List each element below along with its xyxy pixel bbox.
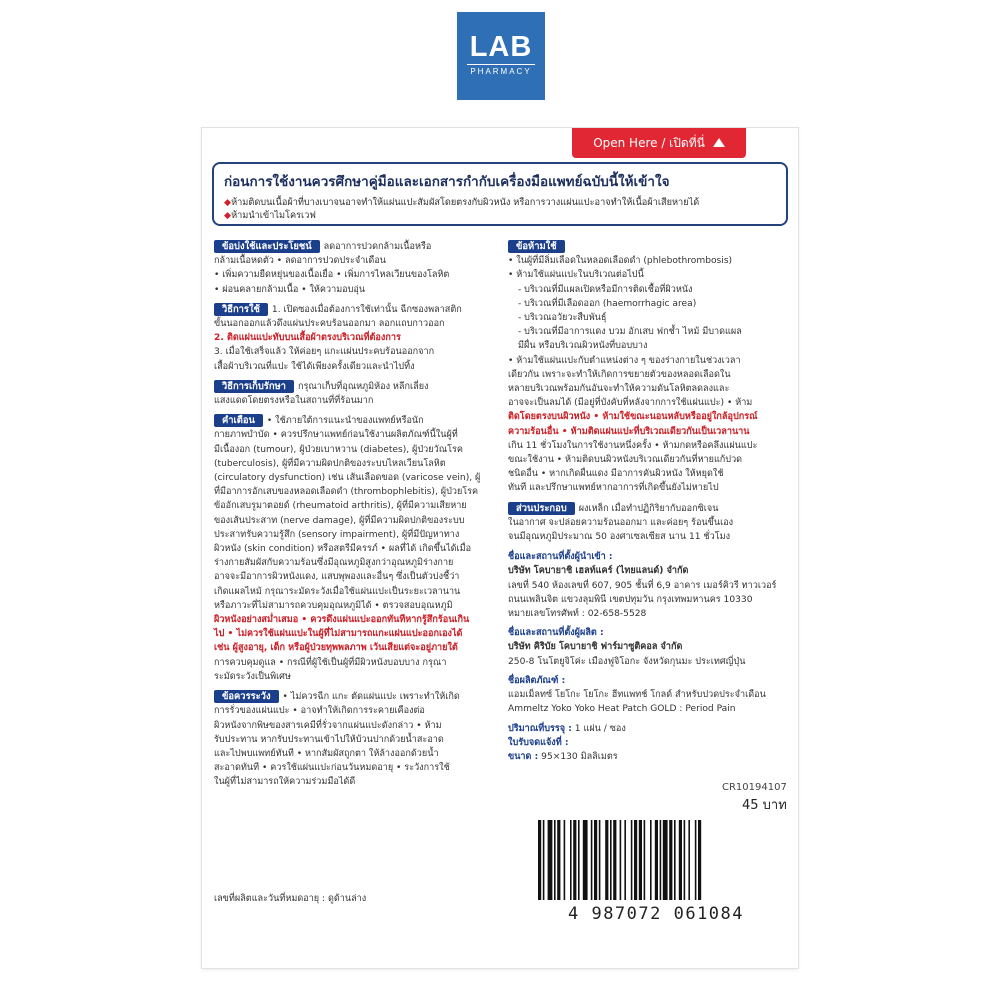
text-line: ผงเหล็ก เมื่อทำปฏิกิริยากับออกซิเจน: [578, 503, 719, 514]
barcode-bar: [688, 820, 690, 900]
text-line: 3. เมื่อใช้เสร็จแล้ว ให้ค่อยๆ แกะแผ่นประคบร้อนออกจาก: [214, 347, 435, 358]
caution-header: ข้อควรระวัง: [214, 690, 279, 703]
barcode-bar: [543, 820, 545, 900]
barcode-bar: [578, 820, 580, 900]
text-line: ข้ออักเสบรูมาตอยด์ (rheumatoid arthritis), ผู้ที่มีความเสียหาย: [214, 501, 467, 512]
text-line: กายภาพบำบัด • ควรปรึกษาแพทย์ก่อนใช้งานผลิตภัณฑ์นี้ในผู้ที่: [214, 430, 458, 441]
product-label: ชื่อผลิตภัณฑ์ :: [508, 675, 566, 686]
text-line: สะอาดทันที • ควรใช้แผ่นแปะก่อนวันหมดอายุ • ระวังการใช้: [214, 763, 450, 774]
barcode-bar: [631, 820, 633, 900]
barcode-bar: [583, 820, 588, 900]
license-row: [508, 736, 792, 750]
text-line: - บริเวณอวัยวะสืบพันธุ์: [518, 313, 607, 324]
lab-pharmacy-logo: [457, 12, 545, 100]
package-label: [202, 128, 798, 968]
size-row: [508, 750, 792, 764]
quantity-label: ปริมาณที่บรรจุ :: [508, 723, 572, 734]
expiry-note: เลขที่ผลิตและวันที่หมดอายุ : ดูด้านล่าง: [214, 894, 367, 904]
size-label: ขนาด :: [508, 751, 539, 762]
barcode-bar: [594, 820, 597, 900]
text-line: ทันที และปรึกษาแพทย์หากอาการที่เกิดขึ้นยังไม่หายไป: [508, 483, 719, 494]
barcode: [536, 820, 772, 900]
storage-header: วิธีการเก็บรักษา: [214, 380, 294, 393]
importer-name: บริษัท โคบายาชิ เฮลท์แคร์ (ไทยแลนด์) จำกัด: [508, 566, 689, 577]
text-line: เช่น ผู้สูงอายุ, เด็ก หรือผู้ป่วยทุพพลภาพ เว้นเสียแต่จะอยู่ภายใต้: [214, 643, 458, 654]
barcode-bar: [679, 820, 682, 900]
text-line: ในอากาศ จะปล่อยความร้อนออกมา และค่อยๆ ร้อนขึ้นเอง: [508, 517, 734, 528]
barcode-bar: [554, 820, 556, 900]
text-line: จนมีอุณหภูมิประมาณ 50 องศาเซลเซียส นาน 11 ชั่วโมง: [508, 532, 731, 543]
manufacturer-info: [508, 626, 792, 669]
text-line: (tuberculosis), ผู้ที่มีความผิดปกติของระบบไหลเวียนโลหิต: [214, 458, 446, 469]
logo-subtext: PHARMACY: [467, 64, 535, 76]
text-line: - บริเวณที่มีอาการแดง บวม อักเสบ ฟกช้ำ ไหม้ มีบาดแผล: [518, 327, 742, 338]
quantity-value: 1 แผ่น / ซอง: [574, 723, 626, 734]
manufacturer-label: ชื่อและสถานที่ตั้งผู้ผลิต :: [508, 628, 604, 639]
notice-title: ก่อนการใช้งานควรศึกษาคู่มือและเอกสารกำกับเครื่องมือแพทย์ฉบับนี้ให้เข้าใจ: [224, 174, 670, 190]
barcode-bar: [634, 820, 637, 900]
text-line: ลดอาการปวดกล้ามเนื้อหรือ: [323, 242, 432, 252]
product-code: CR10194107: [722, 782, 787, 793]
quantity-row: [508, 722, 792, 736]
barcode-bar: [605, 820, 608, 900]
text-line: 2. ติดแผ่นแปะทับบนเสื้อผ้าตรงบริเวณที่ต้องการ: [214, 333, 401, 344]
composition-section: [508, 502, 792, 545]
barcode-bar: [695, 820, 697, 900]
manufacturer-name: บริษัท คิริบัย โคบายาชิ ฟาร์มาซูติคอล จำกัด: [508, 642, 683, 653]
triangle-up-icon: [713, 138, 725, 147]
text-line: ชนิดอื่น • หากเกิดผื่นแดง มีอาการคันผิวหนัง ให้หยุดใช้: [508, 469, 724, 480]
text-line: 250-8 โนโตยูจิโค่ะ เมืองฟูจิโอกะ จังหวัดกุนมะ ประเทศญี่ปุ่น: [508, 656, 746, 667]
notice-line: ◆ห้ามนำเข้าไมโครเวฟ: [224, 210, 316, 221]
usage-section: [214, 303, 500, 374]
text-line: เลขที่ 540 ห้องเลขที่ 607, 905 ชั้นที่ 6,9 อาคาร เมอร์คิวรี ทาวเวอร์: [508, 580, 777, 591]
text-line: • ผ่อนคลายกล้ามเนื้อ • ให้ความอบอุ่น: [214, 284, 366, 295]
text-line: และไปพบแพทย์ทันที • หากสัมผัสถูกตา ให้ล้างออกด้วยน้ำ: [214, 748, 439, 759]
text-line: ของเส้นประสาท (nerve damage), ผู้ที่มีความผิดปกติของระบบ: [214, 515, 465, 526]
barcode-number: 4 987072 061084: [567, 904, 745, 924]
text-line: มีผื่น หรือบริเวณผิวหนังที่บอบบาง: [518, 341, 648, 352]
barcode-bar: [663, 820, 668, 900]
text-line: อาจจะมีอาการผิวหนังแดง, แสบพุพองและอื่นๆ ซึ่งเป็นตัวบ่งชี้ว่า: [214, 572, 460, 583]
benefits-section: [214, 240, 500, 297]
text-line: Ammeltz Yoko Yoko Heat Patch GOLD : Period Pain: [508, 704, 736, 715]
text-line: (circulatory dysfunction) เช่น เส้นเลือดขอด (varicose vein), ผู้: [214, 473, 481, 484]
text-line: ติดโดยตรงบนผิวหนัง • ห้ามใช้ขณะนอนหลับหรืออยู่ใกล้อุปกรณ์: [508, 412, 758, 423]
text-line: เสื้อผ้าบริเวณที่แปะ ใช้ได้เพียงครั้งเดียวและนำไปทิ้ง: [214, 361, 415, 372]
text-line: ระมัดระวังเป็นพิเศษ: [214, 671, 291, 682]
text-line: ในผู้ที่ไม่สามารถให้ความร่วมมือได้ดี: [214, 777, 356, 788]
open-here-tab[interactable]: [572, 128, 746, 158]
logo-text: LAB: [469, 31, 533, 63]
left-column: [214, 240, 500, 796]
text-line: ผิวหนังอย่างสม่ำเสมอ • ควรดึงแผ่นแปะออกทันทีหากรู้สึกร้อนเกิน: [214, 615, 470, 626]
barcode-bar: [573, 820, 576, 900]
storage-section: [214, 380, 500, 408]
text-line: ที่มีอาการอักเสบของหลอดเลือดดำ (thrombophlebitis), ผู้ป่วยโรค: [214, 487, 479, 498]
notice-box: [212, 162, 788, 226]
text-line: แอมเม็ลทซ์ โยโกะ โยโกะ ฮีทแพทช์ โกลด์ สำหรับปวดประจำเดือน: [508, 690, 766, 701]
text-line: • ใช้ภายใต้การแนะนำของแพทย์หรือนัก: [266, 416, 424, 427]
text-line: ขั้นนอกออกแล้วดึงแผ่นประคบร้อนออกมา ลอกแถบกาวออก: [214, 319, 445, 330]
diamond-icon: ◆: [224, 210, 232, 221]
text-line: ผิวหนังจากพิษของสารเคมีที่รั่วจากแผ่นแปะดังกล่าว • ห้าม: [214, 720, 442, 731]
open-here-label: Open Here / เปิดที่นี่: [593, 136, 705, 150]
barcode-bar: [674, 820, 676, 900]
text-line: • ห้ามใช้แผ่นแปะกับตำแหน่งต่าง ๆ ของร่างกายในช่วงเวลา: [508, 355, 741, 366]
text-line: • ในผู้ที่มีลิ่มเลือดในหลอดเลือดดำ (phlebothrombosis): [508, 256, 733, 267]
warning-header: คำเตือน: [214, 414, 263, 427]
price: 45 บาท: [742, 798, 787, 813]
barcode-bar: [624, 820, 626, 900]
benefits-header: ข้อบ่งใช้และประโยชน์: [214, 240, 320, 253]
text-line: ผิวหนัง (skin condition) หรือสตรีมีครรภ์ • ผลที่ได้ เกิดขึ้นได้เมื่อ: [214, 544, 472, 555]
text-line: ถนนเพลินจิต แขวงลุมพินี เขตปทุมวัน กรุงเทพมหานคร 10330: [508, 594, 753, 605]
text-line: ขณะใช้งาน • ห้ามติดบนผิวหนังบริเวณเดียวกันที่หายแก้ปวด: [508, 455, 743, 466]
text-line: • เพิ่มความยืดหยุ่นของเนื้อเยื่อ • เพิ่มการไหลเวียนของโลหิต: [214, 270, 450, 281]
text-line: รับประทาน หากรับประทานเข้าไปให้บ้วนปากด้วยน้ำสะอาด: [214, 734, 444, 745]
text-line: ร่างกายสัมผัสกับความร้อนซึ่งมีอุณหภูมิสูงกว่าอุณหภูมิร่างกาย: [214, 558, 454, 569]
text-line: เกิดแผลไหม้ กรุณาระมัดระวังเมื่อใช้แผ่นแปะเป็นระยะเวลานาน: [214, 586, 461, 597]
barcode-bar: [660, 820, 662, 900]
contraindications-section: [508, 240, 792, 496]
barcode-bar: [591, 820, 593, 900]
barcode-bar: [620, 820, 622, 900]
text-line: กรุณาเก็บที่อุณหภูมิห้อง หลีกเลี่ยง: [297, 381, 429, 392]
text-line: เดียวกัน เพราะจะทำให้เกิดการขยายตัวของหลอดเลือดใน: [508, 369, 731, 380]
text-line: • ห้ามใช้แผ่นแปะในบริเวณต่อไปนี้: [508, 270, 644, 281]
text-line: แสงแดดโดยตรงหรือในสถานที่ที่ร้อนมาก: [214, 396, 374, 407]
text-line: อาจจะเป็นลมได้ (มีอยู่ที่บังคับที่หลังจากการใช้แผ่นแปะ) • ห้าม: [508, 398, 753, 409]
text-line: ไป • ไม่ควรใช้แผ่นแปะในผู้ที่ไม่สามารถแกะแผ่นแปะออกเองได้: [214, 629, 463, 640]
barcode-bar: [655, 820, 658, 900]
barcode-bar: [570, 820, 572, 900]
text-line: ความร้อนอื่น • ห้ามติดแผ่นแปะที่บริเวณเดียวกันเป็นเวลานาน: [508, 426, 750, 437]
text-line: - บริเวณที่มีเลือดออก (haemorrhagic area): [518, 298, 697, 309]
barcode-bar: [644, 820, 646, 900]
notice-line: ◆ห้ามติดบนเนื้อผ้าที่บางเบาจนอาจทำให้แผ่นแปะสัมผัสโดยตรงกับผิวหนัง หรือการวางแผ่นแปะอาจทำให้เนื้อผ้าเสียหายได้: [224, 197, 700, 208]
caution-section: [214, 690, 500, 789]
text-line: - บริเวณที่มีแผลเปิดหรือมีการติดเชื้อที่ผิวหนัง: [518, 284, 693, 295]
text-line: หลายบริเวณพร้อมกันอันจะทำให้ความดันโลหิตลดลงและ: [508, 384, 730, 395]
barcode-bar: [557, 820, 560, 900]
contraindications-header: ข้อห้ามใช้: [508, 240, 565, 253]
text-line: หมายเลขโทรศัพท์ : 02-658-5528: [508, 609, 647, 620]
barcode-bar: [650, 820, 652, 900]
text-line: เกิน 11 ชั่วโมงในการใช้งานหนึ่งครั้ง • ห้ามกดหรือคลึงแผ่นแปะ: [508, 440, 758, 451]
barcode-bar: [548, 820, 553, 900]
product-info: [508, 674, 792, 717]
text-line: การรั่วของแผ่นแปะ • อาจทำให้เกิดการระคายเคืองต่อ: [214, 706, 425, 717]
text-line: 1. เปิดซองเมื่อต้องการใช้เท่านั้น ฉีกซองพลาสติก: [271, 304, 462, 315]
barcode-bar: [538, 820, 541, 900]
barcode-bar: [613, 820, 616, 900]
composition-header: ส่วนประกอบ: [508, 502, 575, 515]
text-line: การควบคุมดูแล • กรณีที่ผู้ใช้เป็นผู้ที่มีผิวหนังบอบบาง กรุณา: [214, 657, 447, 668]
barcode-bar: [564, 820, 566, 900]
text-line: กล้ามเนื้อหดตัว • ลดอาการปวดประจำเดือน: [214, 256, 387, 267]
importer-label: ชื่อและสถานที่ตั้งผู้นำเข้า :: [508, 552, 613, 563]
text-line: ประสาทรับความรู้สึก (sensory impairment), ผู้ที่มีปัญหาทาง: [214, 529, 460, 540]
barcode-bar: [639, 820, 642, 900]
right-column: [508, 240, 792, 764]
barcode-bar: [610, 820, 612, 900]
barcode-bar: [599, 820, 601, 900]
barcode-bar: [684, 820, 686, 900]
text-line: มีเนื้องอก (tumour), ผู้ป่วยเบาหวาน (diabetes), ผู้ป่วยวัณโรค: [214, 444, 463, 455]
diamond-icon: ◆: [224, 197, 232, 208]
license-label: ใบรับจดแจ้งที่ :: [508, 737, 569, 748]
importer-info: [508, 550, 792, 621]
usage-header: วิธีการใช้: [214, 303, 268, 316]
size-value: 95×130 มิลลิเมตร: [541, 751, 618, 762]
warning-section: [214, 414, 500, 684]
barcode-bar: [669, 820, 672, 900]
text-line: หรือภาวะที่ไม่สามารถควบคุมอุณหภูมิได้ • ตรวจสอบอุณหภูมิ: [214, 600, 453, 611]
barcode-bar: [698, 820, 701, 900]
text-line: • ไม่ควรฉีก แกะ ตัดแผ่นแปะ เพราะทำให้เกิด: [282, 692, 460, 703]
